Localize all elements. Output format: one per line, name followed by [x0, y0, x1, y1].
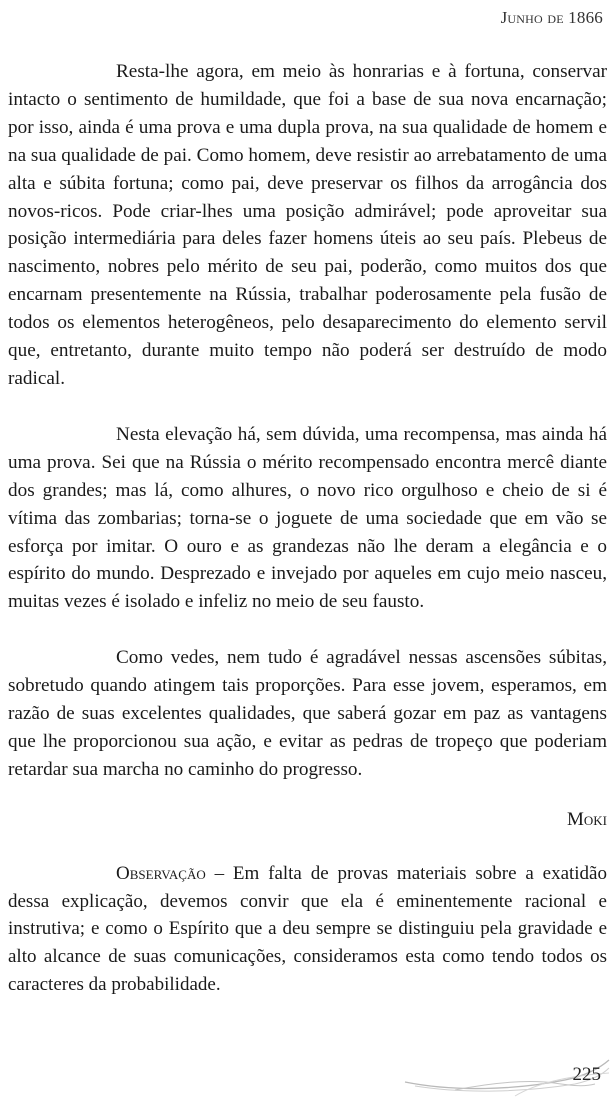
body-text	[8, 58, 607, 1018]
signature: Moki	[567, 808, 607, 830]
observation-note	[8, 860, 607, 1000]
observation-text: – Em falta de provas materiais sobre a exatidão dessa explicação, devemos convir que ela é eminentemente racional e instrutiva; e como o Espírito que a deu sempre se distinguiu pela gravidade e alto alcance de suas comunicações, consideramos esta como tendo todos os caracteres da probabilidade.	[8, 862, 607, 996]
paragraph-1: Resta-lhe agora, em meio às honrarias e à fortuna, conservar intacto o sentimento de humildade, que foi a base de sua nova encarnação; por isso, ainda é uma prova e uma dupla prova, na sua qualidade de homem e na sua qualidade de pai. Como homem, deve resistir ao arrebatamento de uma alta e súbita fortuna; como pai, deve preservar os filhos da arrogância dos novos-ricos. Pode criar-lhes uma posição admirável; pode aproveitar sua posição intermediária para deles fazer homens úteis ao seu país. Plebeus de nascimento, nobres pelo mérito de seu pai, poderão, como muitos dos que encarnam presentemente na Rússia, trabalhar poderosamente pela fusão de todos os elementos heterogêneos, pelo desaparecimento do elemento servil que, entretanto, durante muito tempo não poderá ser destruído de modo radical.	[8, 61, 607, 389]
paragraph-2: Nesta elevação há, sem dúvida, uma recompensa, mas ainda há uma prova. Sei que na Rússia o mérito recompensado encontra mercê diante dos grandes; mas lá, como alhures, o novo rico orgulhoso e cheio de si é vítima das zombarias; torna-se o joguete de uma sociedade que em vão se esforça por imitar. O ouro e as grandezas não lhe deram a elegância e o espírito do mundo. Desprezado e invejado por aqueles em cujo meio nasceu, muitas vezes é isolado e infeliz no meio de seu fausto.	[8, 423, 607, 613]
observation-label: Observação	[116, 862, 206, 884]
running-header: Junho de 1866	[500, 8, 603, 27]
page-number: 225	[572, 1064, 601, 1085]
paragraph-3: Como vedes, nem tudo é agradável nessas ascensões súbitas, sobretudo quando atingem tais proporções. Para esse jovem, esperamos, em razão de suas excelentes qualidades, que saberá gozar em paz as vantagens que lhe proporcionou sua ação, e evitar as pedras de tropeço que poderiam retardar sua marcha no caminho do progresso.	[8, 647, 607, 780]
